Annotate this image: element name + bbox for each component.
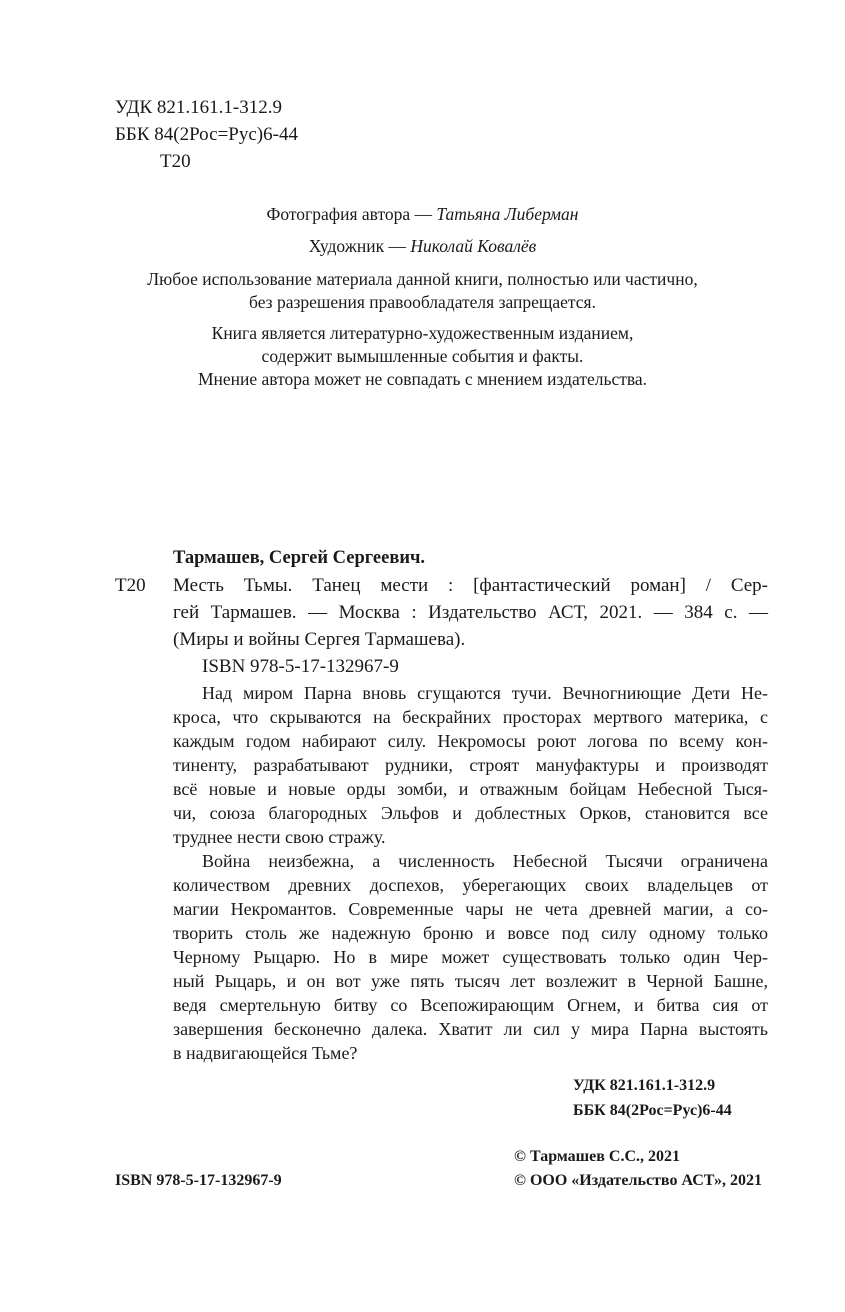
annotation-line: магии Некромантов. Современные чары не чета древней магии, а со- — [173, 899, 768, 919]
artist-credit-name: Николай Ковалёв — [410, 236, 537, 256]
catalog-author: Тармашев, Сергей Сергеевич. — [173, 548, 426, 568]
fiction-notice-line: содержит вымышленные события и факты. — [261, 346, 584, 366]
copyright-notice — [0, 268, 845, 314]
annotation-line: всё новые и новые орды зомби, и отважным бойцам Небесной Тыся- — [173, 779, 768, 799]
annotation-line: Черному Рыцарю. Но в мире может существовать только один Чер- — [173, 947, 768, 967]
copyright-author: © Тармашев С.С., 2021 — [514, 1148, 681, 1165]
fiction-notice-line: Книга является литературно-художественным изданием, — [211, 323, 634, 343]
catalog-isbn: ISBN 978-5-17-132967-9 — [202, 656, 399, 677]
header-udk: УДК 821.161.1-312.9 — [115, 97, 282, 118]
artist-credit-label: Художник — — [308, 236, 411, 256]
annotation-line: труднее нести свою стражу. — [173, 827, 386, 847]
catalog-code: Т20 — [115, 575, 146, 596]
photo-credit-name: Татьяна Либерман — [436, 204, 579, 224]
catalog-line: гей Тармашев. — Москва : Издательство АСТ, 2021. — 384 с. — — [173, 602, 768, 623]
annotation-line: количеством древних доспехов, уберегающих своих владельцев от — [173, 875, 768, 895]
copyright-publisher: © ООО «Издательство АСТ», 2021 — [514, 1172, 763, 1189]
annotation-line: Над миром Парна вновь сгущаются тучи. Вечногниющие Дети Не- — [202, 683, 768, 703]
photo-credit-label: Фотография автора — — [266, 204, 437, 224]
annotation-line: кроса, что скрываются на бескрайних просторах мертвого материка, с — [173, 707, 768, 727]
catalog-line: Месть Тьмы. Танец мести : [фантастический роман] / Сер- — [173, 575, 768, 596]
annotation-line: Война неизбежна, а численность Небесной Тысячи ограничена — [202, 851, 768, 871]
annotation-line: ведя смертельную битву со Всепожирающим Огнем, и битва сия от — [173, 995, 768, 1015]
catalog-line: (Миры и войны Сергея Тармашева). — [173, 629, 466, 650]
copyright-notice-line: Любое использование материала данной книги, полностью или частично, — [147, 269, 698, 289]
footer-bbk: ББК 84(2Рос=Рус)6-44 — [573, 1102, 732, 1119]
fiction-notice-line: Мнение автора может не совпадать с мнением издательства. — [197, 369, 648, 389]
annotation-line: завершения бесконечно далека. Хватит ли сил у мира Парна выстоять — [173, 1019, 768, 1039]
footer-udk: УДК 821.161.1-312.9 — [573, 1077, 716, 1094]
annotation-line: каждым годом набирают силу. Некромосы роют логова по всему кон- — [173, 731, 768, 751]
artist-credit — [0, 235, 845, 258]
header-bbk: ББК 84(2Рос=Рус)6-44 — [115, 124, 298, 145]
annotation-line: тиненту, разрабатывают рудники, строят мануфактуры и производят — [173, 755, 768, 775]
annotation-line: чи, союза благородных Эльфов и доблестных Орков, становится все — [173, 803, 768, 823]
footer-isbn: ISBN 978-5-17-132967-9 — [115, 1172, 282, 1189]
annotation-line: творить столь же надежную броню и вовсе под силу одному только — [173, 923, 768, 943]
header-code: Т20 — [160, 151, 191, 172]
fiction-notice — [0, 322, 845, 391]
annotation-line: в надвигающейся Тьме? — [173, 1043, 358, 1063]
annotation-line: ный Рыцарь, и он вот уже пять тысяч лет возлежит в Черной Башне, — [173, 971, 768, 991]
photo-credit — [0, 203, 845, 226]
copyright-notice-line: без разрешения правообладателя запрещается. — [249, 292, 596, 312]
